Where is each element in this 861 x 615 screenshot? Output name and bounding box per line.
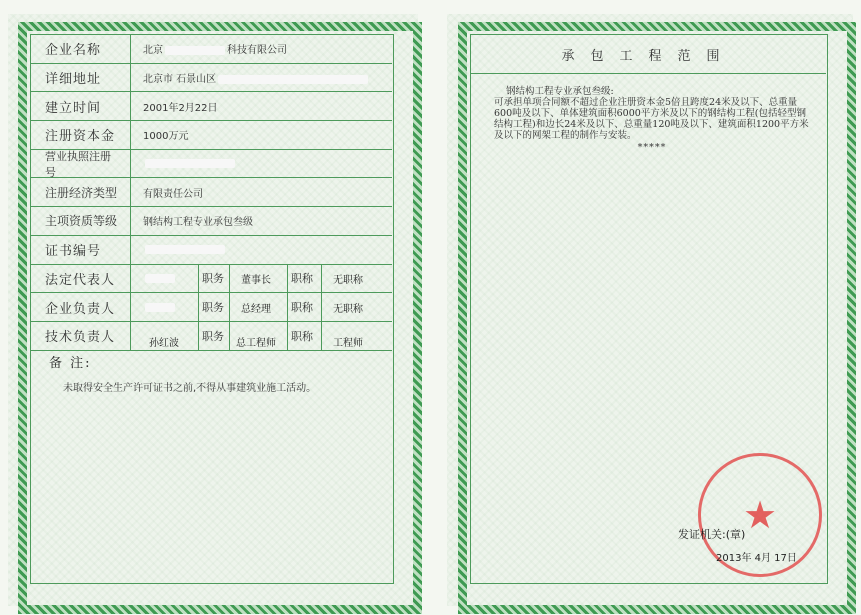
value-address bbox=[131, 70, 392, 85]
row-established bbox=[31, 92, 392, 121]
label-qualification: 主项资质等级 bbox=[31, 207, 131, 235]
row-capital bbox=[31, 121, 392, 150]
row-certificate-no bbox=[31, 236, 392, 265]
redacted-block bbox=[145, 274, 175, 283]
label-economic-type: 注册经济类型 bbox=[31, 178, 131, 206]
company-name-prefix: 北京 bbox=[143, 45, 163, 57]
scope-text bbox=[494, 86, 810, 153]
value-qualification: 钢结构工程专业承包叁级 bbox=[143, 217, 253, 229]
row-address bbox=[31, 64, 392, 93]
star-icon: ★ bbox=[742, 493, 778, 537]
label-company-name: 企业名称 bbox=[31, 35, 131, 63]
technical-manager-title: 工程师 bbox=[333, 338, 363, 350]
legal-representative-name bbox=[143, 265, 198, 293]
redacted-block bbox=[145, 159, 235, 168]
row-license-no bbox=[31, 150, 392, 179]
duty-label: 职务 bbox=[202, 329, 224, 343]
notes-text: 未取得安全生产许可证书之前,不得从事建筑业施工活动。 bbox=[63, 383, 317, 394]
scope-line: 600吨及以下、单体建筑面积6000平方米及以下的钢结构工程(包括轻型钢 bbox=[494, 108, 807, 119]
legal-representative-duty: 董事长 bbox=[241, 274, 271, 286]
enterprise-manager-title: 无职称 bbox=[333, 303, 363, 315]
legal-representative-title: 无职称 bbox=[333, 274, 363, 286]
value-economic-type: 有限责任公司 bbox=[143, 188, 203, 200]
scope-line: 结构工程)和边长24米及以下、总重量120吨及以下、建筑面积1200平方米 bbox=[494, 119, 809, 130]
value-company-name bbox=[131, 41, 392, 56]
row-economic-type bbox=[31, 178, 392, 207]
address-prefix: 北京市 石景山区 bbox=[143, 74, 217, 86]
scope-line: 可承担单项合同额不超过企业注册资本金5倍且跨度24米及以下、总重量 bbox=[494, 97, 798, 108]
scope-line: 钢结构工程专业承包叁级: bbox=[506, 86, 614, 97]
company-info-table bbox=[31, 35, 392, 351]
title-label: 职称 bbox=[291, 329, 313, 343]
label-enterprise-manager: 企业负责人 bbox=[31, 293, 131, 321]
duty-label: 职务 bbox=[202, 301, 224, 315]
redacted-block bbox=[145, 303, 175, 312]
technical-manager-name: 孙红波 bbox=[149, 338, 179, 350]
value-established: 2001年2月22日 bbox=[143, 102, 218, 114]
title-label: 职称 bbox=[291, 272, 313, 286]
redacted-block bbox=[218, 75, 368, 84]
label-legal-representative: 法定代表人 bbox=[31, 265, 131, 293]
title-label: 职称 bbox=[291, 301, 313, 315]
value-license-no bbox=[131, 158, 392, 169]
issue-date: 2013年 4月 17日 bbox=[716, 553, 797, 564]
duty-label: 职务 bbox=[202, 272, 224, 286]
redacted-block bbox=[165, 46, 225, 55]
value-certificate-no bbox=[131, 244, 392, 255]
redacted-block bbox=[145, 245, 225, 254]
company-name-suffix: 科技有限公司 bbox=[227, 45, 287, 57]
row-company-name bbox=[31, 35, 392, 64]
notes-title: 备 注: bbox=[49, 356, 92, 371]
technical-manager-duty: 总工程师 bbox=[236, 338, 276, 350]
enterprise-manager-duty: 总经理 bbox=[241, 303, 271, 315]
row-enterprise-manager bbox=[31, 293, 392, 322]
label-established: 建立时间 bbox=[31, 92, 131, 120]
issuing-authority: 发证机关:(章) bbox=[678, 528, 746, 541]
label-technical-manager: 技术负责人 bbox=[31, 322, 131, 350]
label-license-no: 营业执照注册号 bbox=[31, 150, 131, 178]
scope-line: 及以下的网架工程的制作与安装。 bbox=[494, 130, 637, 141]
row-legal-representative bbox=[31, 265, 392, 294]
label-address: 详细地址 bbox=[31, 64, 131, 92]
label-capital: 注册资本金 bbox=[31, 121, 131, 149]
scope-end-stars: ***** bbox=[637, 142, 667, 153]
label-certificate-no: 证书编号 bbox=[31, 236, 131, 264]
row-qualification bbox=[31, 207, 392, 236]
enterprise-manager-name bbox=[143, 293, 198, 321]
value-capital: 1000万元 bbox=[143, 131, 189, 143]
scope-title: 承包工程范围 bbox=[471, 35, 826, 74]
notes-section bbox=[31, 346, 392, 394]
